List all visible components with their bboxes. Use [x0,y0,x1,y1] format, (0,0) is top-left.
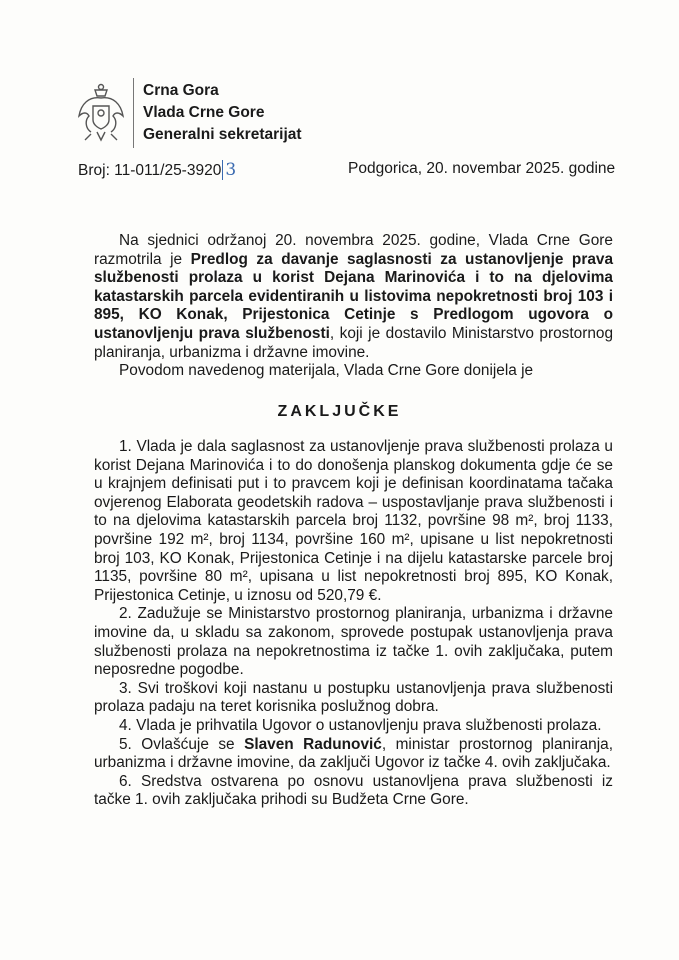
intro-text: Na sjednici održanoj 20. novembra 2025. godine, Vlada Crne Gore razmotrila je [94,232,613,268]
handwritten-mark: 3 [222,160,236,180]
intro-conclusion: Povodom navedenog materijala, Vlada Crne Gore donijela je [119,362,534,380]
org-government: Vlada Crne Gore [143,104,265,121]
conclusion-item-4: 4. Vlada je prihvatila Ugovor o ustanovljenju prava službenosti prolaza. [119,716,602,734]
section-heading: ZAKLJUČKE [277,403,402,420]
document-number [78,160,236,180]
conclusion-item-5 [94,736,613,773]
item-5-text: 5. Ovlašćuje se [119,735,245,753]
org-country: Crna Gora [143,82,219,99]
conclusions-list [94,438,613,810]
document-date: Podgorica, 20. novembar 2025. godine [348,160,616,177]
intro-subject: Predlog za davanje saglasnosti za ustanovljenje prava službenosti prolaza u korist Dejana Marinovića i to na djelovima katastarskih parcela evidentiranih u listovima nepokretnosti broj 103 i 895, KO Konak, Prijestonica Cetinje s Predlogom ugovora o ustanovljenju prava službenosti [94,250,614,342]
conclusion-item-1: 1. Vlada je dala saglasnost za ustanovljenje prava službenosti prolaza u korist Dejana Marinovića i to do donošenja planskog dokumenta gdje će se u krajnjem definisati put i to pravcem koji je definisan koordinatama tačaka ovjerenog Elaborata geodetskih radova – uspostavljanje prava službenosti i to na djelovima katastarskih parcela broj 1132, površine 98 m², broj 1133, površine 192 m², broj 1134, površine 160 m², upisane u list nepokretnosti broj 103, KO Konak, Prijestonica Cetinje i na dijelu katastarske parcele broj 1135, površine 80 m², upisana u list nepokretnosti broj 895, KO Konak, Prijestonica Cetinje, u iznosu od 520,79 €. [94,438,613,604]
issuing-authority [143,80,302,146]
document-number-text: Broj: 11-011/25-3920 [78,162,222,179]
intro-paragraph [94,232,613,362]
org-secretariat: Generalni sekretarijat [143,126,302,143]
conclusion-item-2: 2. Zadužuje se Ministarstvo prostornog planiranja, urbanizma i državne imovine da, u skladu sa zakonom, sprovede postupak ustanovljenja prava službenosti prolaza na nepokretnostima iz tačke 1. ovih zaključaka, putem neposredne pogodbe. [94,605,613,679]
conclusion-item-6: 6. Sredstva ostvarena po osnovu ustanovljena prava službenosti iz tačke 1. ovih zaključaka prihodi su Budžeta Crne Gore. [94,772,613,809]
intro-text-end: , koji je dostavilo Ministarstvo prostornog planiranja, urbanizma i državne imovine. [94,324,613,361]
item-5-text-end: , ministar prostornog planiranja, urbanizma i državne imovine, da zaključi Ugovor iz tačke 4. ovih zaključaka. [94,735,613,772]
conclusion-item-3: 3. Svi troškovi koji nastanu u postupku ustanovljenja prava službenosti prolaza padaju na teret korisnika poslužnog dobra. [94,679,613,716]
intro [94,232,613,381]
header-divider [133,78,134,148]
minister-name: Slaven Radunović [244,735,382,753]
coat-of-arms-logo [75,82,127,144]
